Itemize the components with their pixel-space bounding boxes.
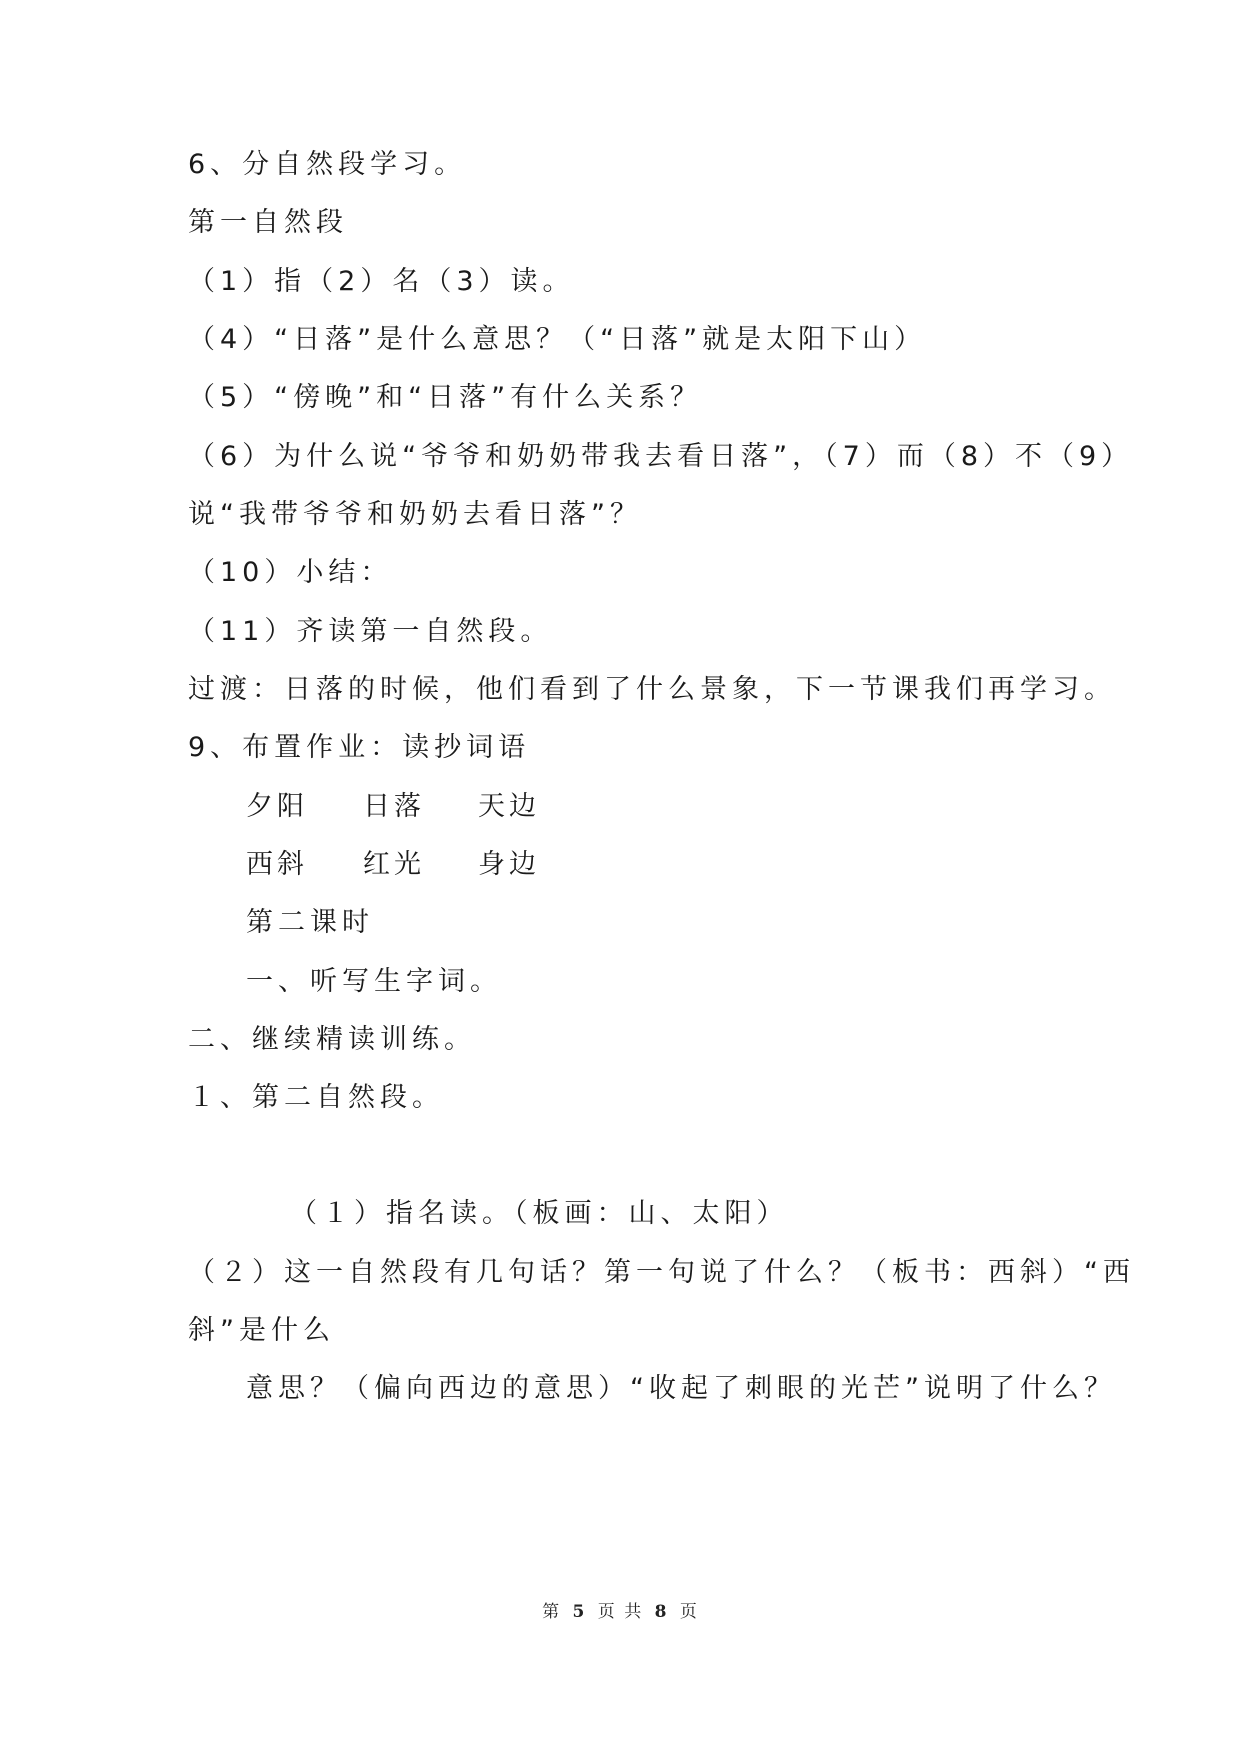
paragraph-line: １、第二自然段。 xyxy=(188,1082,444,1113)
paragraph-line: 二、继续精读训练。 xyxy=(188,1024,476,1055)
paragraph-line: 斜”是什么 xyxy=(188,1315,335,1346)
paragraph-line: （6）为什么说“爷爷和奶奶带我去看日落”，（7）而（8）不（9） xyxy=(188,441,1134,472)
paragraph-line: 说“我带爷爷和奶奶去看日落”？ xyxy=(188,499,642,530)
footer-prefix: 第 xyxy=(542,1602,562,1622)
paragraph-line: 意思？（偏向西边的意思）“收起了刺眼的光芒”说明了什么？ xyxy=(246,1373,1116,1404)
vocab-word: 西斜 xyxy=(246,849,308,880)
paragraph-line: （1）指（2）名（3）读。 xyxy=(188,266,575,297)
vocab-word: 红光 xyxy=(363,849,425,880)
paragraph-line: 一、听写生字词。 xyxy=(246,966,502,997)
total-page-number: 8 xyxy=(654,1602,669,1622)
paragraph-line: （２）这一自然段有几句话？第一句说了什么？（板书：西斜）“西 xyxy=(188,1257,1135,1288)
current-page-number: 5 xyxy=(572,1602,587,1622)
paragraph-line: （5）“傍晚”和“日落”有什么关系？ xyxy=(188,382,703,413)
page-footer xyxy=(0,1597,1241,1622)
paragraph-line: 过渡：日落的时候，他们看到了什么景象，下一节课我们再学习。 xyxy=(188,674,1116,705)
vocab-word: 日落 xyxy=(363,791,425,822)
paragraph-line: （4）“日落”是什么意思？（“日落”就是太阳下山） xyxy=(188,324,927,355)
vocab-word: 天边 xyxy=(478,791,540,822)
vocab-word: 身边 xyxy=(478,849,540,880)
paragraph-line: （11）齐读第一自然段。 xyxy=(188,616,553,647)
paragraph-line: 9、布置作业：读抄词语 xyxy=(188,732,531,763)
paragraph-line: 6、分自然段学习。 xyxy=(188,149,467,180)
footer-suffix: 页 xyxy=(679,1602,699,1622)
paragraph-line: 第一自然段 xyxy=(188,207,348,238)
paragraph-line: （10）小结： xyxy=(188,557,393,588)
footer-middle: 页 共 xyxy=(597,1602,644,1622)
paragraph-line: （１）指名读。（板画：山、太阳） xyxy=(290,1198,789,1229)
section-heading: 第二课时 xyxy=(246,907,374,938)
vocab-word: 夕阳 xyxy=(246,791,308,822)
